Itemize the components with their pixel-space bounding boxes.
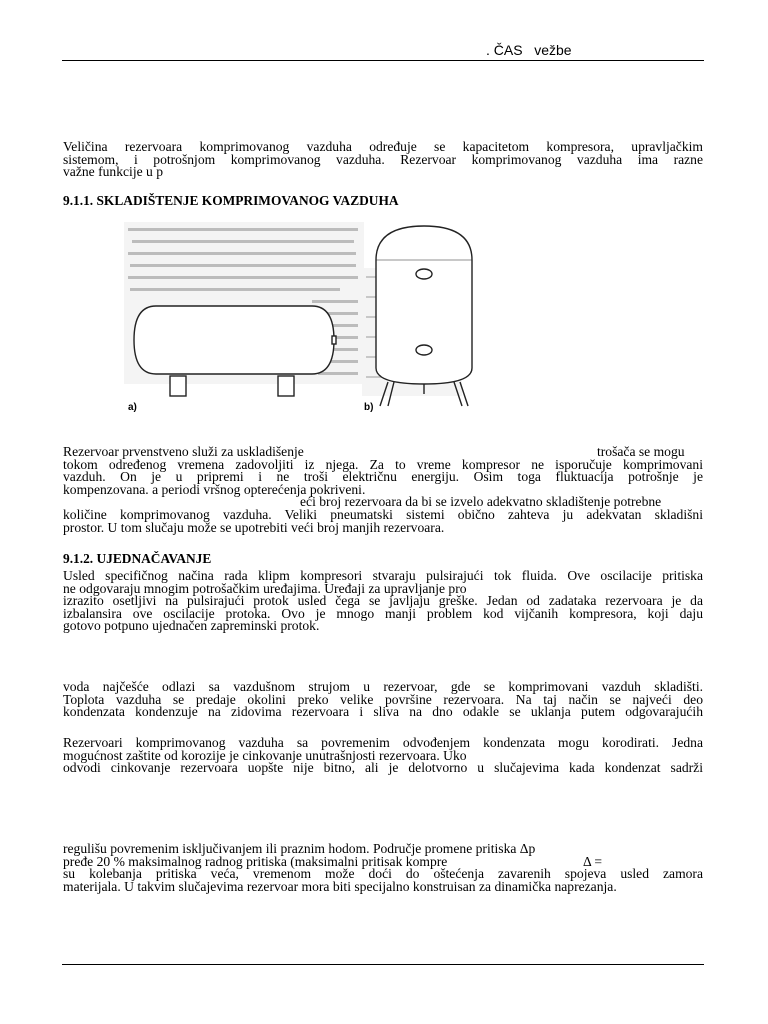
paragraph-condensate [63,681,703,719]
text-line: materijala. U takvim slučajevima rezervoar mora biti specijalno konstruisan za dinamička naprezanja. [63,878,617,894]
text-line: Rezervoari komprimovanog vazduha sa povremenim odvođenjem kondenzata mogu korodirati. Jedna [63,735,703,750]
header-rule [62,60,704,61]
paragraph-equalization [63,570,703,633]
paragraph-intro [63,141,703,179]
text-line: odvodi cinkovanje rezervoara uopšte nije bitno, ali je delotvorno u slučajevima kada kondenzat sadrži [63,760,703,776]
text-line: tokom određenog vremena zadovoljiti iz njega. Za to vreme kompresor ne isporučuje komprimovani [63,456,703,472]
tank-figure [122,218,474,414]
text-line: važne funkcije u p [63,164,164,180]
text-line: vazduh. On je u pripremi i ne troši električnu energiju. Osim toga fluktuacija potrošnje je [63,469,703,485]
text-line: kompenzovana. a periodi vršnog opterećenja pokriveni. [63,481,366,497]
text-line: izbalansira ove oscilacije protoka. Ovo je mnogo manji problem kod vijčanih kompresora, koji daju [63,605,703,621]
text-fragment: pređe 20 % maksimalnog radnog pritiska (maksimalni pritisak kompre [63,853,448,869]
text-line: Toplota vazduha se predaje okolini preko velike površine rezervoara. Na taj način se najveći deo [63,691,703,707]
figure-label-b: b) [364,402,374,413]
text-line: količine komprimovanog vazduha. Veliki pneumatski sistemi obično zahteva ju adekvatan skladišni [63,506,703,522]
text-line: mogućnost zaštite od korozije je cinkovanje unutrašnjosti rezervoara. Uko [63,747,467,763]
text-line: Veličina rezervoara komprimovanog vazduha određuje se kapacitetom kompresora, upravljačkim [63,139,703,154]
section-heading-equalization: 9.1.2. UJEDNAČAVANJE [63,551,212,566]
text-line: kondenzata kondenzuje na zidovima rezervoara i sliva na dno odakle se uklanja putem odgovarajućih [63,704,703,720]
page-header: . ČAS vežbe [486,42,572,58]
text-line: prostor. U tom slučaju može se upotrebiti veći broj manjih rezervoara. [63,519,445,535]
text-line: ne odgovaraju mnogim potrošačkim uređajima. Uređaji za upravljanje pro [63,580,467,596]
tank-illustration [122,218,474,414]
text-line: su kolebanja pritiska veća, vremenom može doći do oštećenja zavarenih spojeva usled zamora [63,866,703,882]
paragraph-corrosion [63,737,703,775]
paragraph-storage [63,446,703,534]
figure-label-a: a) [128,402,137,413]
section-heading-storage: 9.1.1. SKLADIŠTENJE KOMPRIMOVANOG VAZDUHA [63,193,399,208]
text-fragment: Rezervoar prvenstveno služi za uskladišenje [63,444,304,459]
text-line: eći broj rezervoara da bi se izvelo adekvatno skladištenje potrebne [300,494,662,510]
paragraph-pressure [63,843,703,893]
text-line: regulišu povremenim isključivanjem ili praznim hodom. Područje promene pritiska Δp [63,841,536,856]
text-fragment: trošača se mogu [597,444,685,459]
text-line: Usled specifičnog načina rada klipm kompresori stvaraju pulsirajući tok fluida. Ove oscilacije pritiska [63,568,703,583]
footer-rule [62,964,704,965]
text-line: izrazito osetljivi na pulsirajući protok usled čega se javljaju greške. Jedan od zadataka rezervoara je da [63,593,703,609]
text-line: gotovo potpuno ujednačen zapreminski protok. [63,618,320,634]
text-fragment: Δ = [583,853,603,869]
text-line: voda najčešće odlazi sa vazdušnom strujom u rezervoar, gde se komprimovani vazduh skladišti. [63,679,703,694]
text-line: sistemom, i potrošnjom komprimovanog vazduha. Rezervoar komprimovanog vazduha ima razne [63,151,703,167]
